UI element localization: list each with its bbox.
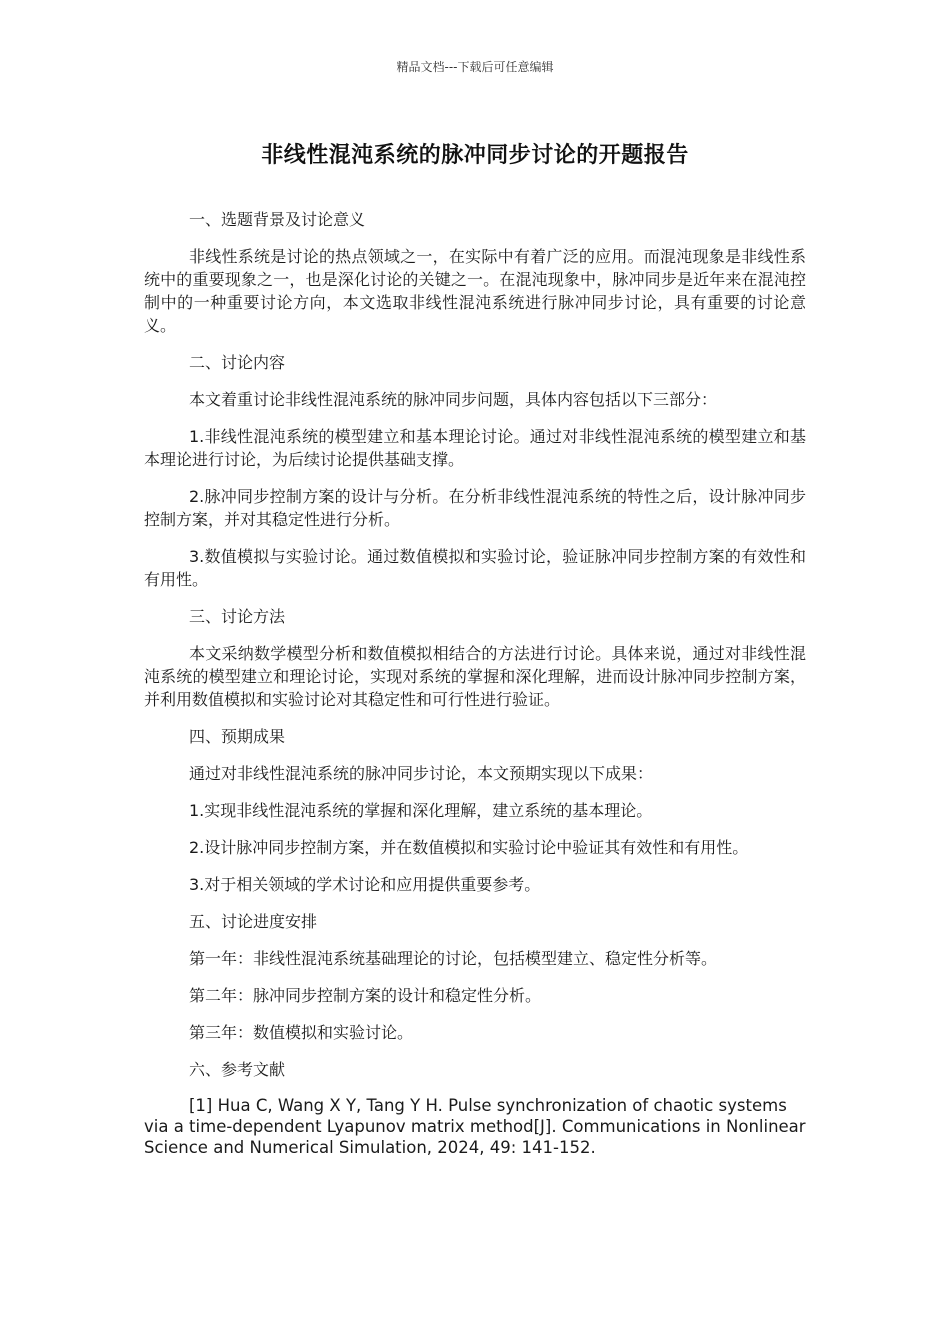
- paragraph-content-intro: 本文着重讨论非线性混沌系统的脉冲同步问题，具体内容包括以下三部分：: [189, 390, 718, 409]
- section-heading-schedule: 五、讨论进度安排: [189, 912, 318, 931]
- document-title: 非线性混沌系统的脉冲同步讨论的开题报告: [261, 143, 689, 168]
- reference-item: [1] Hua C, Wang X Y, Tang Y H. Pulse synchronization of chaotic systems via a time-dependent Lyapunov matrix method[J]. Communications in Nonlinear Science and Numerical Simulation, 2024, 49: 141-152.: [144, 1096, 806, 1157]
- paragraph-schedule-year-2: 第二年：脉冲同步控制方案的设计和稳定性分析。: [189, 986, 542, 1005]
- paragraph-results-item-3: 3.对于相关领域的学术讨论和应用提供重要参考。: [189, 875, 541, 894]
- section-heading-references: 六、参考文献: [189, 1060, 286, 1079]
- paragraph-background: 非线性系统是讨论的热点领域之一，在实际中有着广泛的应用。而混沌现象是非线性系统中的重要现象之一，也是深化讨论的关键之一。在混沌现象中，脉冲同步是近年来在混沌控制中的一种重要讨论方向，本文选取非线性混沌系统进行脉冲同步讨论，具有重要的讨论意义。: [144, 247, 806, 335]
- paragraph-content-item-3: 3.数值模拟与实验讨论。通过数值模拟和实验讨论，验证脉冲同步控制方案的有效性和有用性。: [144, 547, 806, 589]
- section-heading-method: 三、讨论方法: [189, 607, 286, 626]
- section-heading-results: 四、预期成果: [189, 727, 286, 746]
- paragraph-results-intro: 通过对非线性混沌系统的脉冲同步讨论，本文预期实现以下成果：: [189, 764, 654, 783]
- paragraph-schedule-year-1: 第一年：非线性混沌系统基础理论的讨论，包括模型建立、稳定性分析等。: [189, 949, 718, 968]
- paragraph-content-item-2: 2.脉冲同步控制方案的设计与分析。在分析非线性混沌系统的特性之后，设计脉冲同步控制方案，并对其稳定性进行分析。: [144, 487, 806, 529]
- section-heading-background: 一、选题背景及讨论意义: [189, 210, 366, 229]
- paragraph-results-item-1: 1.实现非线性混沌系统的掌握和深化理解，建立系统的基本理论。: [189, 801, 653, 820]
- paragraph-method: 本文采纳数学模型分析和数值模拟相结合的方法进行讨论。具体来说，通过对非线性混沌系统的模型建立和理论讨论，实现对系统的掌握和深化理解，进而设计脉冲同步控制方案，并利用数值模拟和实验讨论对其稳定性和可行性进行验证。: [144, 644, 806, 709]
- section-heading-content: 二、讨论内容: [189, 353, 286, 372]
- paragraph-schedule-year-3: 第三年：数值模拟和实验讨论。: [189, 1023, 414, 1042]
- page-header: 精品文档---下载后可任意编辑: [396, 60, 554, 74]
- paragraph-results-item-2: 2.设计脉冲同步控制方案，并在数值模拟和实验讨论中验证其有效性和有用性。: [189, 838, 749, 857]
- document-body: [144, 208, 806, 1172]
- paragraph-content-item-1: 1.非线性混沌系统的模型建立和基本理论讨论。通过对非线性混沌系统的模型建立和基本理论进行讨论，为后续讨论提供基础支撑。: [144, 427, 806, 469]
